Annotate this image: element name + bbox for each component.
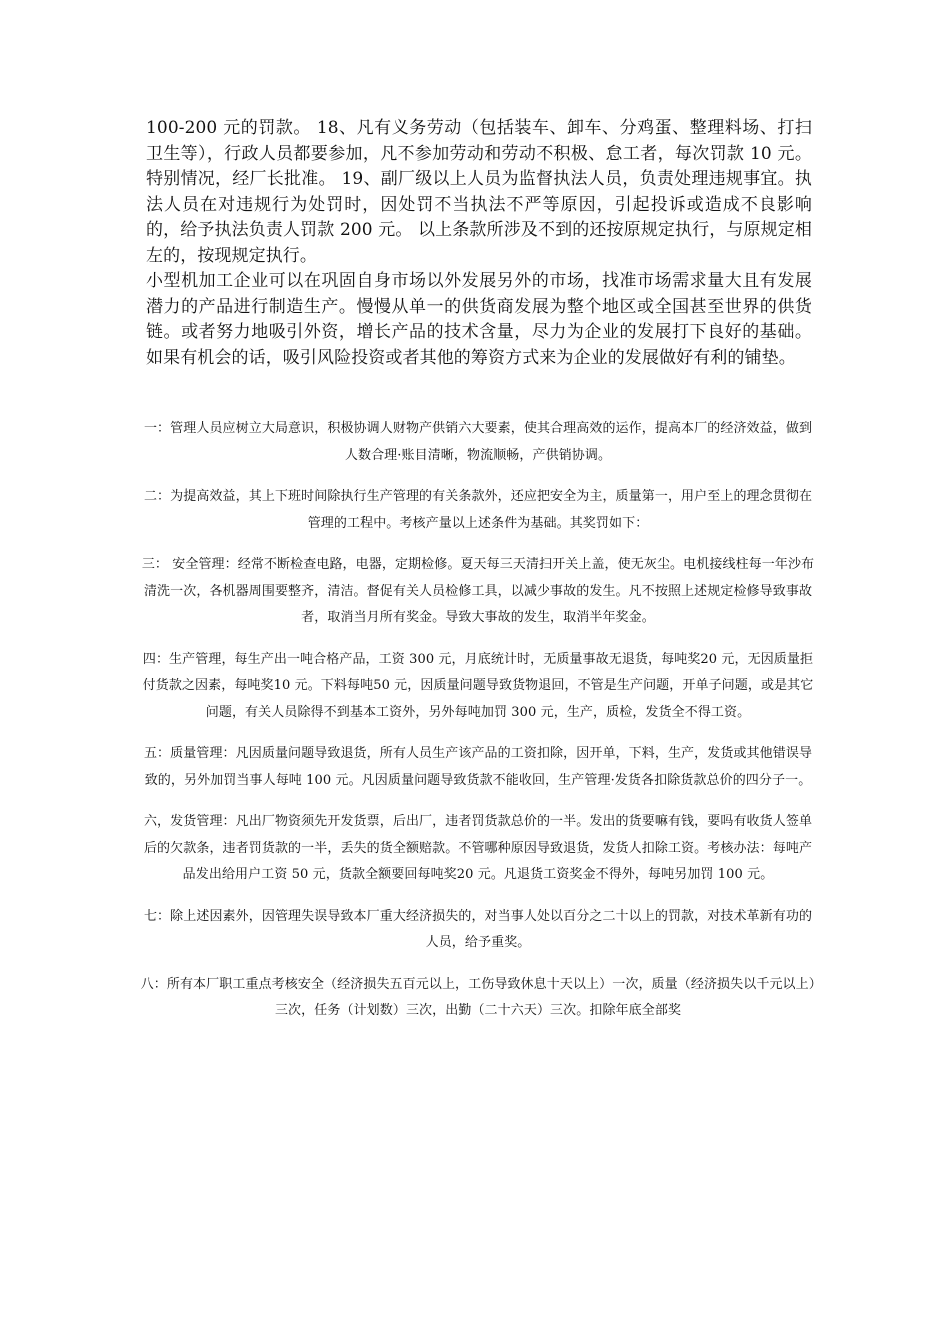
upper-text-block <box>146 116 812 371</box>
paragraph-penalty-rules: 100-200 元的罚款。 18、凡有义务劳动（包括装车、卸车、分鸡蛋、整理料场、打扫卫生等），行政人员都要参加，凡不参加劳动和劳动不积极、怠工者，每次罚款 10 元。特别情况，经厂长批准。 19、副厂级以上人员为监督执法人员，负责处理违规事宜。执法人员在对违规行为处罚时，因处罚不当执法不严等原因，引起投诉或造成不良影响的，给予执法负责人罚款 200 元。 以上条款所涉及不到的还按原规定执行，与原规定相左的，按现规定执行。 <box>146 118 812 266</box>
rule-6-shipping: 六，发货管理：凡出厂物资须先开发货票，后出厂，违者罚货款总价的一半。发出的货要嘛有钱，要吗有收货人签单后的欠款条，违者罚货款的一半，丢失的货全额赔款。不管哪种原因导致退货，发货人扣除工资。考核办法：每吨产品发出给用户工资 50 元，货款全额要回每吨奖20 元。凡退货工资奖金不得外，每吨另加罚 100 元。 <box>143 814 813 882</box>
paragraph-enterprise-development: 小型机加工企业可以在巩固自身市场以外发展另外的市场，找准市场需求量大且有发展潜力的产品进行制造生产。慢慢从单一的供货商发展为整个地区或全国甚至世界的供货链。或者努力地吸引外资，增长产品的技术含量，尽力为企业的发展打下良好的基础。如果有机会的话，吸引风险投资或者其他的筹资方式来为企业的发展做好有利的铺垫。 <box>146 271 812 368</box>
rule-4-production: 四：生产管理，每生产出一吨合格产品，工资 300 元，月底统计时，无质量事故无退货，每吨奖20 元，无因质量拒付货款之因素，每吨奖10 元。下料每吨50 元，因质量问题导致货物退回，不管是生产问题，开单子问题，或是其它问题，有关人员除得不到基本工资外，另外每吨加罚 300 元，生产，质检，发货全不得工资。 <box>142 651 814 720</box>
management-rules-block <box>140 416 816 1040</box>
rule-1: 一：管理人员应树立大局意识，积极协调人财物产供销六大要素，使其合理高效的运作，提高本厂的经济效益，做到人数合理·账目清晰，物流顺畅，产供销协调。 <box>143 421 813 463</box>
rule-2: 二：为提高效益，其上下班时间除执行生产管理的有关条款外，还应把安全为主，质量第一，用户至上的理念贯彻在管理的工程中。考核产量以上述条件为基础。其奖罚如下： <box>143 489 813 531</box>
rule-7-other: 七：除上述因素外，因管理失误导致本厂重大经济损失的，对当事人处以百分之二十以上的罚款，对技术革新有功的人员，给予重奖。 <box>143 908 813 950</box>
rule-3-safety: 三： 安全管理：经常不断检查电路，电器，定期检修。夏天每三天清扫开关上盖，使无灰尘。电机接线柱每一年沙布清洗一次，各机器周围要整齐，清洁。督促有关人员检修工具，以减少事故的发生。凡不按照上述规定检修导致事故者，取消当月所有奖金。导致大事故的发生，取消半年奖金。 <box>141 557 815 625</box>
rule-8-assessment: 八：所有本厂职工重点考核安全（经济损失五百元以上，工伤导致休息十天以上）一次，质量（经济损失以千元以上）三次，任务（计划数）三次，出勤（二十六天）三次。扣除年底全部奖 <box>140 976 816 1018</box>
rule-5-quality: 五：质量管理：凡因质量问题导致退货，所有人员生产该产品的工资扣除，因开单，下料，生产，发货或其他错误导致的，另外加罚当事人每吨 100 元。凡因质量问题导致货款不能收回，生产管理·发货各扣除货款总价的四分子一。 <box>143 746 813 788</box>
